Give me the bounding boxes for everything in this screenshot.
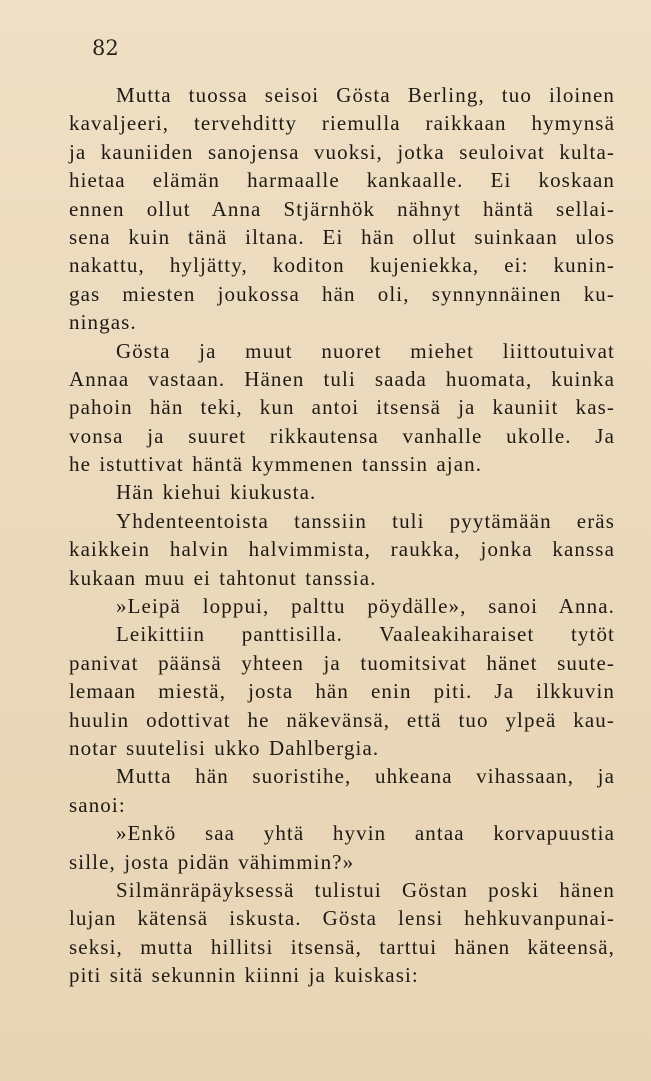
- text-line: Gösta ja muut nuoret miehet liittoutuivat: [116, 338, 615, 363]
- text-line: Yhdenteentoista tanssiin tuli pyytämään eräs: [116, 508, 615, 533]
- text-line: seksi, mutta hillitsi itsensä, tarttui hänen käteensä,: [69, 934, 615, 959]
- text-line: sille, josta pidän vähimmin?»: [69, 849, 355, 874]
- text-line: kavaljeeri, tervehditty riemulla raikkaan hymynsä: [69, 111, 615, 136]
- text-line: Annaa vastaan. Hänen tuli saada huomata, kuinka: [69, 366, 615, 391]
- text-line: nakattu, hyljätty, koditon kujeniekka, ei: kunin-: [69, 253, 615, 278]
- text-line: notar suutelisi ukko Dahlbergia.: [69, 735, 380, 760]
- text-line: he istuttivat häntä kymmenen tanssin ajan.: [69, 452, 483, 477]
- text-line: hietaa elämän harmaalle kankaalle. Ei koskaan: [69, 168, 615, 193]
- text-line: ja kauniiden sanojensa vuoksi, jotka seuloivat kulta-: [69, 139, 615, 164]
- text-line: Leikittiin panttisilla. Vaaleakiharaiset tytöt: [116, 622, 615, 647]
- text-line: gas miesten joukossa hän oli, synnynnäinen ku-: [69, 281, 615, 306]
- text-line: Mutta hän suoristihe, uhkeana vihassaan, ja: [116, 764, 615, 789]
- page-number: 82: [92, 36, 119, 60]
- text-line: Hän kiehui kiukusta.: [116, 480, 317, 505]
- text-line: ningas.: [69, 310, 137, 335]
- text-line: »Leipä loppui, palttu pöydälle», sanoi Anna.: [116, 594, 615, 619]
- body-text: [69, 81, 615, 990]
- text-line: sanoi:: [69, 792, 126, 817]
- text-line: vonsa ja suuret rikkautensa vanhalle ukolle. Ja: [69, 423, 615, 448]
- text-line: ennen ollut Anna Stjärnhök nähnyt häntä sellai-: [69, 196, 615, 221]
- text-line: »Enkö saa yhtä hyvin antaa korvapuustia: [116, 821, 615, 846]
- text-line: Mutta tuossa seisoi Gösta Berling, tuo iloinen: [116, 83, 615, 107]
- text-line: huulin odottivat he näkevänsä, että tuo ylpeä kau-: [69, 707, 615, 732]
- text-line: piti sitä sekunnin kiinni ja kuiskasi:: [69, 963, 419, 988]
- text-line: lujan kätensä iskusta. Gösta lensi hehkuvanpunai-: [69, 906, 615, 931]
- text-line: pahoin hän teki, kun antoi itsensä ja kauniit kas-: [69, 395, 615, 420]
- text-line: sena kuin tänä iltana. Ei hän ollut suinkaan ulos: [69, 224, 615, 249]
- text-line: kaikkein halvin halvimmista, raukka, jonka kanssa: [69, 537, 615, 562]
- text-line: kukaan muu ei tahtonut tanssia.: [69, 565, 377, 590]
- text-line: lemaan miestä, josta hän enin piti. Ja ilkkuvin: [69, 679, 615, 704]
- text-line: Silmänräpäyksessä tulistui Göstan poski hänen: [116, 877, 615, 902]
- text-line: panivat päänsä yhteen ja tuomitsivat hänet suute-: [69, 650, 615, 675]
